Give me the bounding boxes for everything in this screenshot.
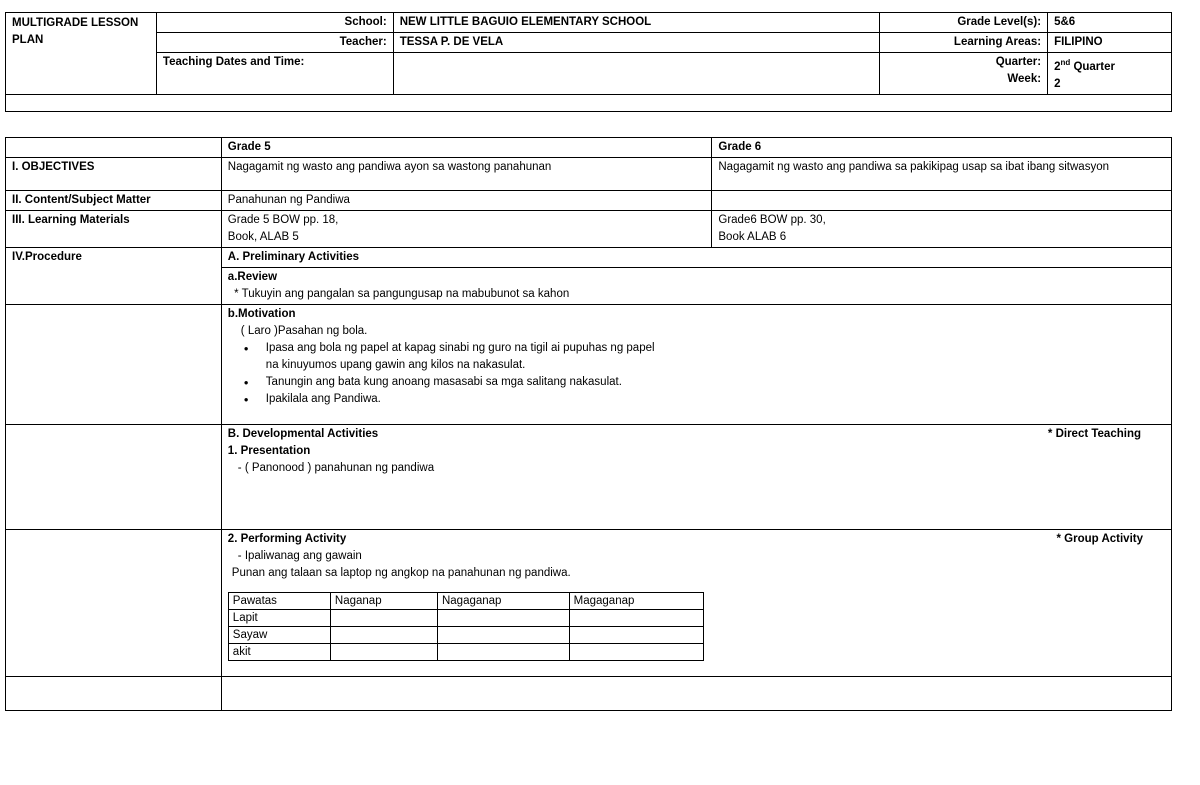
- last-side-cell: [6, 677, 222, 711]
- list-item: ● Tanungin ang bata kung anoang masasabi sa mga salitang nakasulat.: [266, 374, 1165, 391]
- corner-cell: [6, 138, 222, 158]
- verb-cell[interactable]: [569, 627, 703, 644]
- developmental-side-cell: [6, 425, 222, 530]
- grade5-header: Grade 5: [221, 138, 712, 158]
- preliminary-heading: A. Preliminary Activities: [221, 248, 1171, 268]
- review-cell: [221, 268, 1171, 305]
- motivation-intro: ( Laro )Pasahan ng bola.: [240, 325, 368, 337]
- developmental-cell: [221, 425, 1171, 530]
- lesson-plan-title: MULTIGRADE LESSON PLAN: [6, 13, 157, 95]
- content-grade6: [712, 191, 1172, 211]
- quarter-label: Quarter:: [995, 56, 1042, 68]
- quarter-week-values: [1048, 53, 1172, 95]
- performing-line2: Punan ang talaan sa laptop ng angkop na panahunan ng pandiwa.: [231, 567, 571, 579]
- learning-areas-label: Learning Areas:: [880, 33, 1048, 53]
- table-row: Sayaw: [228, 627, 703, 644]
- motivation-list: [228, 340, 1165, 408]
- materials-label: III. Learning Materials: [6, 211, 222, 248]
- performing-cell: [221, 530, 1171, 677]
- presentation-text: - ( Panonood ) panahunan ng pandiwa: [237, 462, 435, 474]
- verb-table: [228, 592, 704, 661]
- objectives-grade5: Nagagamit ng wasto ang pandiwa ayon sa wastong panahunan: [221, 158, 712, 191]
- objectives-label: I. OBJECTIVES: [6, 158, 222, 191]
- motivation-cell: [221, 305, 1171, 425]
- verb-header-magaganap: Magaganap: [569, 593, 703, 610]
- grade-level-label: Grade Level(s):: [880, 13, 1048, 33]
- verb-cell[interactable]: [330, 644, 437, 661]
- content-label: II. Content/Subject Matter: [6, 191, 222, 211]
- table-row: akit: [228, 644, 703, 661]
- content-value: Panahunan ng Pandiwa: [221, 191, 712, 211]
- materials-grade6: Grade6 BOW pp. 30, Book ALAB 6: [712, 211, 1172, 248]
- list-item: ● Ipasa ang bola ng papel at kapag sinabi ng guro na tigil ai pupuhas ng papel: [266, 340, 1165, 357]
- table-row: Lapit: [228, 610, 703, 627]
- verb-cell[interactable]: [330, 610, 437, 627]
- school-value: NEW LITTLE BAGUIO ELEMENTARY SCHOOL: [393, 13, 880, 33]
- teacher-value: TESSA P. DE VELA: [393, 33, 880, 53]
- objectives-grade6: Nagagamit ng wasto ang pandiwa sa pakikipag usap sa ibat ibang sitwasyon: [712, 158, 1172, 191]
- school-label: School:: [156, 13, 393, 33]
- week-label: Week:: [1007, 73, 1042, 85]
- quarter-week-labels: [880, 53, 1048, 95]
- verb-header-pawatas: Pawatas: [228, 593, 330, 610]
- performing-line1: - Ipaliwanag ang gawain: [237, 550, 362, 562]
- dates-label: Teaching Dates and Time:: [156, 53, 393, 95]
- teacher-label: Teacher:: [156, 33, 393, 53]
- list-item: ● Ipakilala ang Pandiwa.: [266, 391, 1165, 408]
- review-side-cell: [6, 268, 222, 305]
- header-table: [5, 12, 1172, 112]
- materials-grade5: Grade 5 BOW pp. 18, Book, ALAB 5: [221, 211, 712, 248]
- learning-areas-value: FILIPINO: [1048, 33, 1172, 53]
- group-activity-note: * Group Activity: [1056, 533, 1143, 545]
- verb-cell[interactable]: [437, 627, 569, 644]
- motivation-side-cell: [6, 305, 222, 425]
- performing-heading: 2. Performing Activity: [227, 533, 347, 545]
- grade-level-value: 5&6: [1048, 13, 1172, 33]
- verb-cell[interactable]: [569, 644, 703, 661]
- review-text: * Tukuyin ang pangalan sa pangungusap na mabubunot sa kahon: [227, 288, 570, 300]
- verb-header-naganap: Naganap: [330, 593, 437, 610]
- verb-cell[interactable]: [437, 610, 569, 627]
- motivation-heading: b.Motivation: [227, 308, 296, 320]
- dates-value: [393, 53, 880, 95]
- presentation-heading: 1. Presentation: [227, 445, 311, 457]
- grade6-header: Grade 6: [712, 138, 1172, 158]
- verb-header-nagaganap: Nagaganap: [437, 593, 569, 610]
- developmental-heading: B. Developmental Activities: [227, 428, 379, 440]
- header-blank-row: [6, 94, 1172, 111]
- procedure-label: IV.Procedure: [6, 248, 222, 268]
- quarter-value: 2nd Quarter: [1054, 58, 1115, 73]
- performing-side-cell: [6, 530, 222, 677]
- list-item-continued: na kinuyumos upang gawin ang kilos na nakasulat.: [265, 359, 526, 371]
- last-content-cell: [221, 677, 1171, 711]
- week-value: 2: [1054, 77, 1061, 90]
- lesson-table: [5, 137, 1172, 711]
- verb-cell[interactable]: [330, 627, 437, 644]
- verb-cell[interactable]: [437, 644, 569, 661]
- verb-cell[interactable]: [569, 610, 703, 627]
- review-heading: a.Review: [227, 271, 278, 283]
- direct-teaching-note: * Direct Teaching: [1047, 428, 1141, 440]
